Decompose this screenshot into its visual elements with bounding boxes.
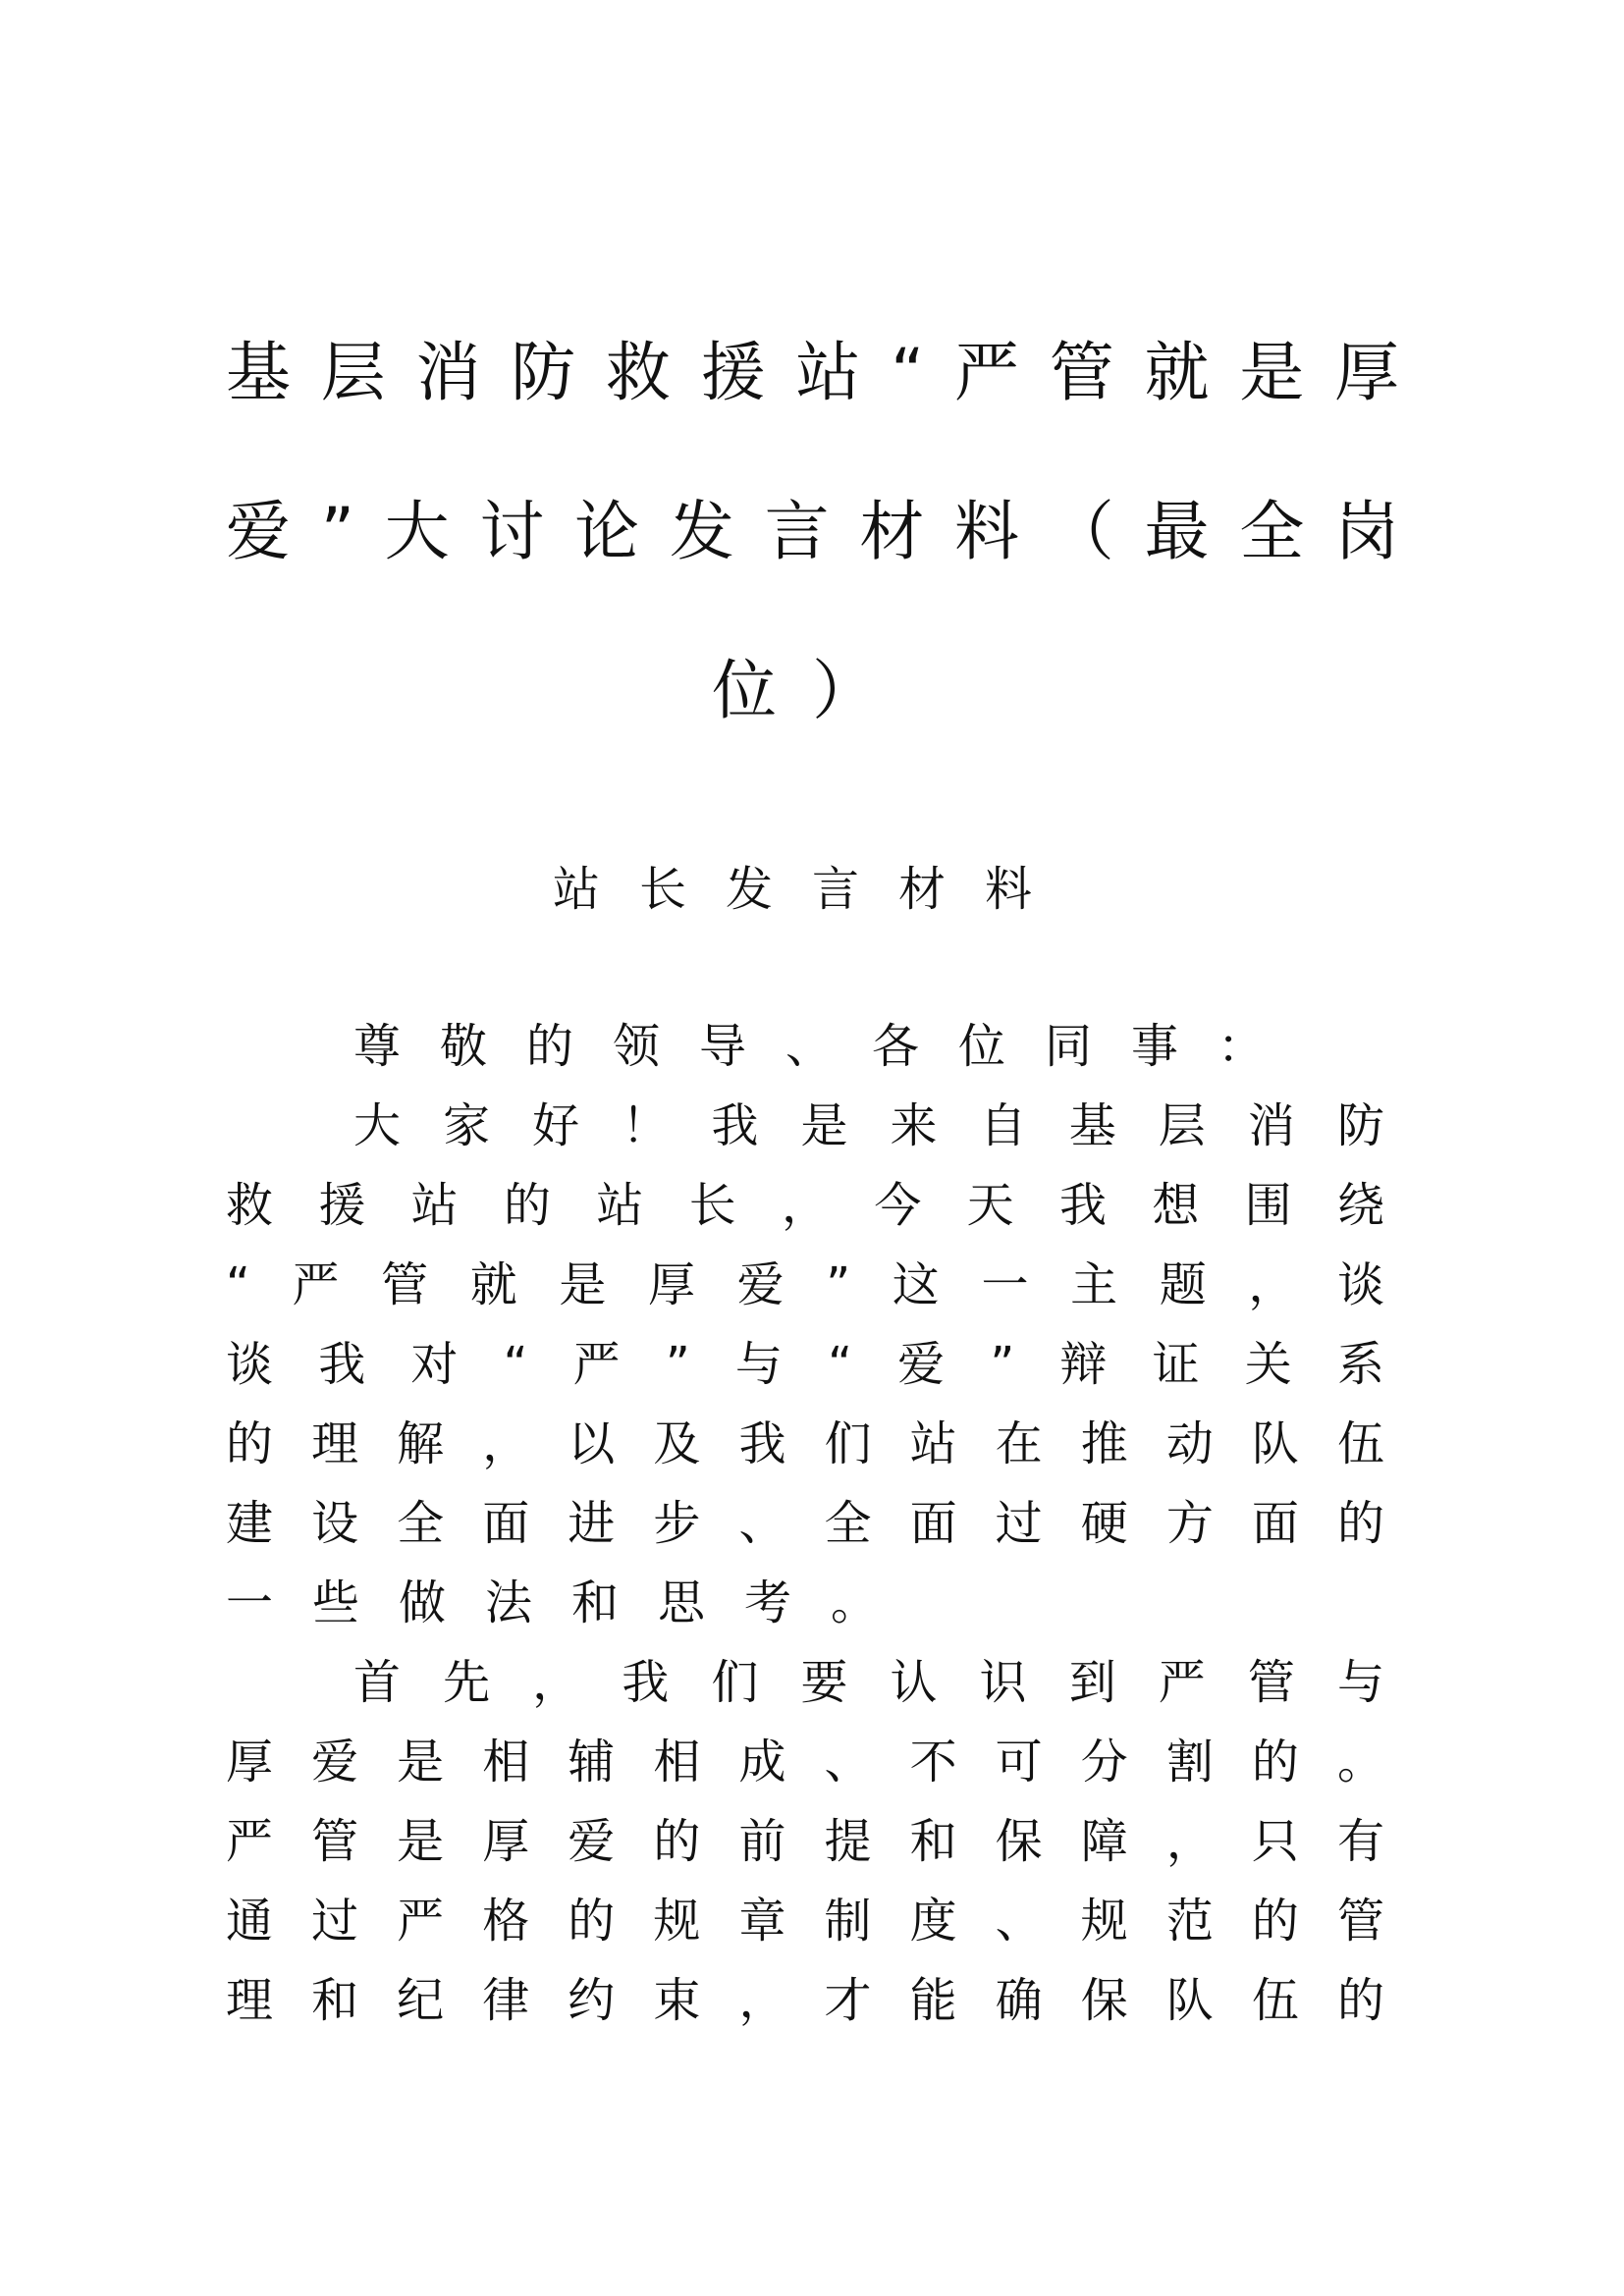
paragraph-line: 厚爱是相辅相成、不可分割的。 <box>226 1735 1384 1789</box>
paragraph-line: 大家好！我是来自基层消防 <box>353 1098 1384 1153</box>
paragraph-line: 救援站的站长，今天我想围绕 <box>226 1178 1384 1233</box>
paragraph-line: 通过严格的规章制度、规范的管 <box>226 1894 1384 1949</box>
paragraph-line: 谈我对“严”与“爱”辩证关系 <box>226 1337 1384 1392</box>
document-subtitle: 站长发言材料 <box>552 862 1071 917</box>
paragraph-line: 首先，我们要认识到严管与 <box>353 1655 1384 1710</box>
document-title-line-1: 基层消防救援站“严管就是厚 <box>226 335 1399 410</box>
paragraph-line: 理和纪律约束，才能确保队伍的 <box>226 1973 1384 2028</box>
document-title-line-3: 位） <box>712 653 912 728</box>
paragraph-line: 严管是厚爱的前提和保障，只有 <box>226 1814 1384 1869</box>
document-title-line-2: 爱”大讨论发言材料（最全岗 <box>226 494 1399 569</box>
paragraph-line: 一些做法和思考。 <box>226 1575 918 1630</box>
paragraph-line: “严管就是厚爱”这一主题，谈 <box>226 1257 1384 1312</box>
paragraph-line: 建设全面进步、全面过硬方面的 <box>226 1496 1384 1551</box>
salutation-line: 尊敬的领导、各位同事： <box>353 1019 1305 1074</box>
paragraph-line: 的理解，以及我们站在推动队伍 <box>226 1416 1384 1471</box>
